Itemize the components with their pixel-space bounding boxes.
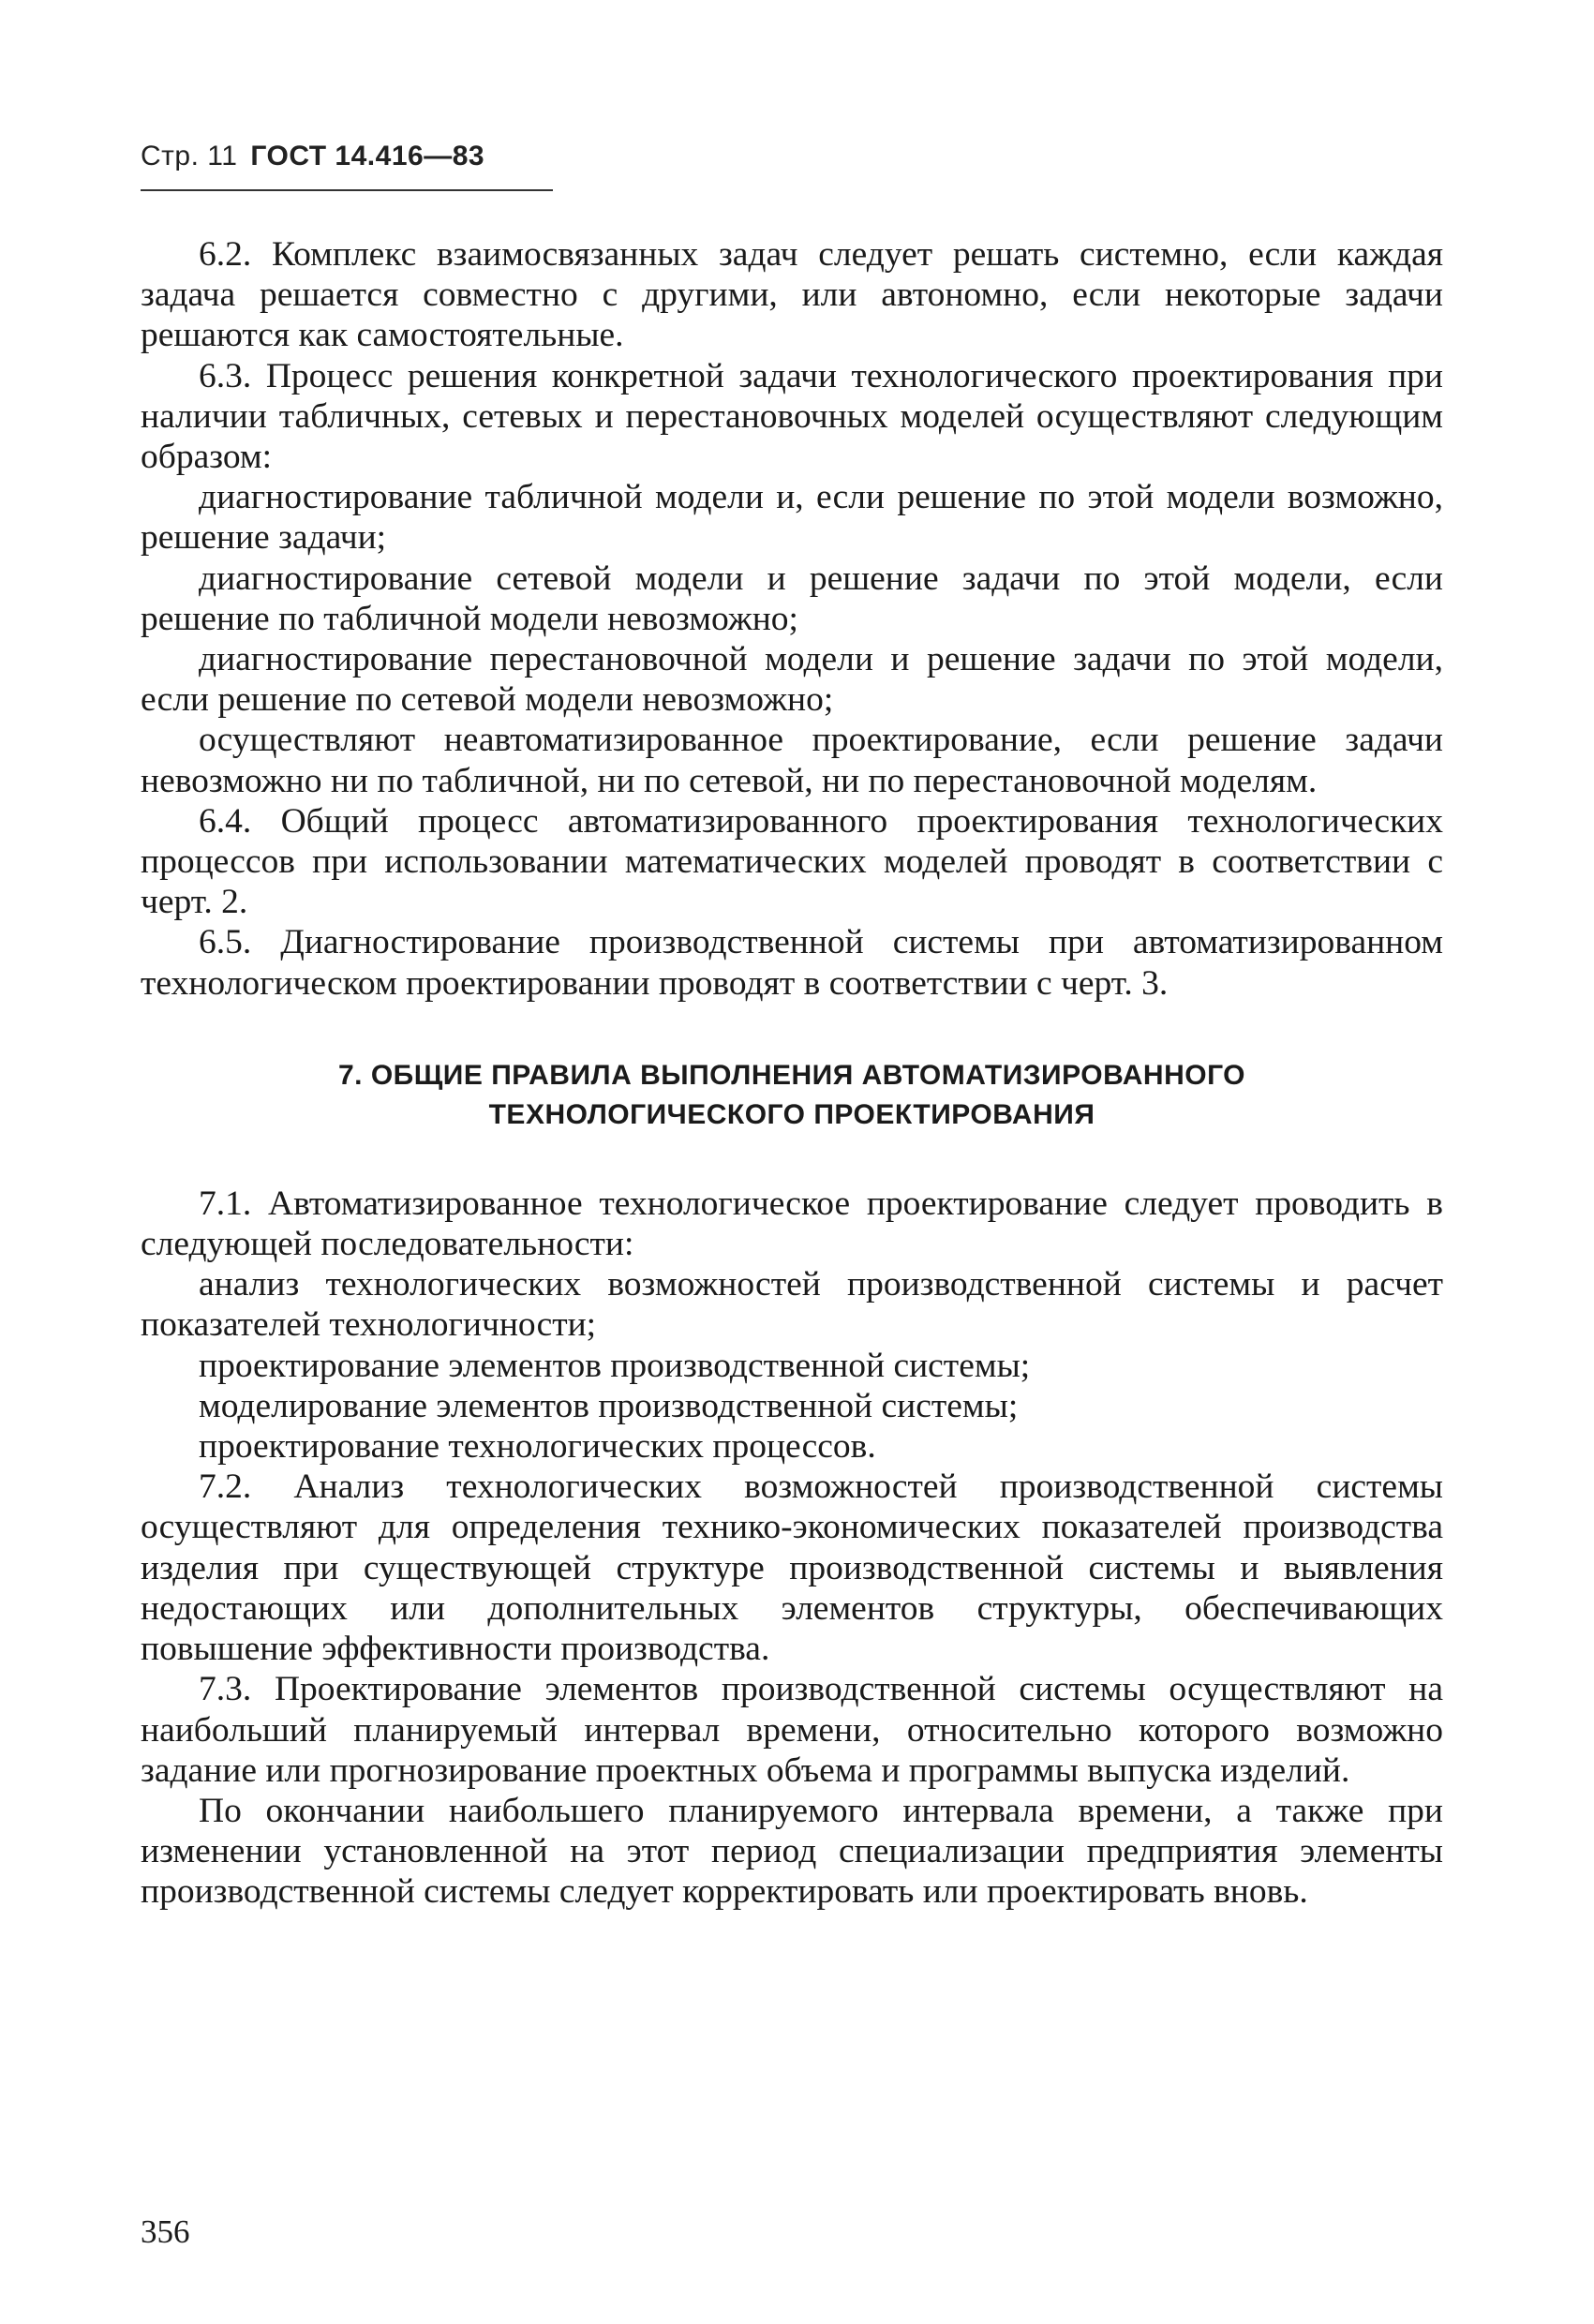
paragraph-7-1: 7.1. Автоматизированное технологическое проектирование следует проводить в следующей последовательности: [141, 1184, 1443, 1264]
page-label: Стр. 11 [141, 141, 238, 171]
list-item: диагностирование табличной модели и, если решение по этой модели возможно, решение задачи; [141, 478, 1443, 558]
list-item: диагностирование сетевой модели и решение задачи по этой модели, если решение по табличной модели невозможно; [141, 559, 1443, 638]
list-item: проектирование элементов производственной системы; [199, 1346, 1031, 1385]
list-item: диагностирование перестановочной модели и решение задачи по этой модели, если решение по сетевой модели невозможно; [141, 640, 1443, 720]
list-item: осуществляют неавтоматизированное проектирование, если решение задачи невозможно ни по табличной, ни по сетевой, ни по перестановочной моделям. [141, 721, 1443, 800]
paragraph-7-3: 7.3. Проектирование элементов производственной системы осуществляют на наибольший планируемый интервал времени, относительно которого возможно задание или прогнозирование проектных объема и программы выпуска изделий. [141, 1670, 1443, 1790]
section-7 [141, 1184, 1443, 1913]
list-item: анализ технологических возможностей производственной системы и расчет показателей технологичности; [141, 1265, 1443, 1345]
document-page [141, 141, 1443, 2258]
page-number: 356 [141, 2213, 190, 2250]
list-item: моделирование элементов производственной системы; [199, 1386, 1019, 1425]
section-6 [141, 234, 1443, 1004]
paragraph-7-2: 7.2. Анализ технологических возможностей производственной системы осуществляют для определения технико-экономических показателей производства изделия при существующей структуре производственной системы и выявления недостающих или дополнительных элементов структуры, обеспечивающих повышение эффективности производства. [141, 1467, 1443, 1669]
standard-number: ГОСТ 14.416—83 [250, 141, 485, 171]
document-body [141, 234, 1443, 1913]
section-7-title [141, 1056, 1443, 1135]
paragraph-6-3: 6.3. Процесс решения конкретной задачи технологического проектирования при наличии табличных, сетевых и перестановочных моделей осуществляют следующим образом: [141, 356, 1443, 477]
paragraph-7-3-continued: По окончании наибольшего планируемого интервала времени, а также при изменении установленной на этот период специализации предприятия элементы производственной системы следует корректировать или проектировать вновь. [141, 1791, 1443, 1912]
paragraph-6-4: 6.4. Общий процесс автоматизированного проектирования технологических процессов при использовании математических моделей проводят в соответствии с черт. 2. [141, 801, 1443, 922]
list-item: проектирование технологических процессов. [199, 1427, 876, 1467]
section-7-title-line-1: 7. ОБЩИЕ ПРАВИЛА ВЫПОЛНЕНИЯ АВТОМАТИЗИРОВАННОГО [337, 1059, 1246, 1091]
header-rule [141, 189, 553, 191]
paragraph-6-5: 6.5. Диагностирование производственной системы при автоматизированном технологическом проектировании проводят в соответствии с черт. 3. [141, 923, 1443, 1003]
page-header [141, 141, 484, 172]
section-7-title-line-2: ТЕХНОЛОГИЧЕСКОГО ПРОЕКТИРОВАНИЯ [488, 1098, 1095, 1130]
paragraph-6-2: 6.2. Комплекс взаимосвязанных задач следует решать системно, если каждая задача решается совместно с другими, или автономно, если некоторые задачи решаются как самостоятельные. [141, 235, 1443, 355]
